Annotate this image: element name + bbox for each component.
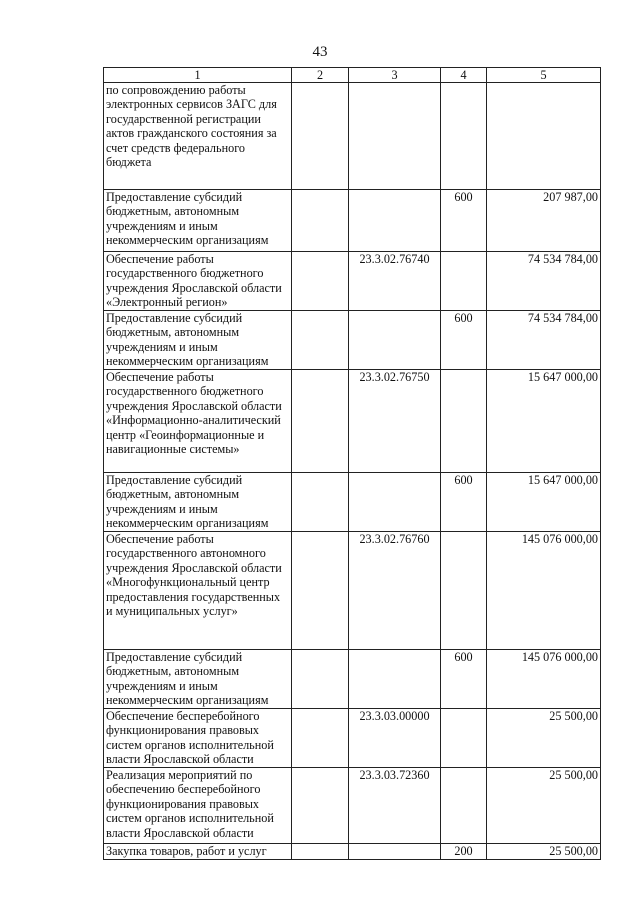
row-name: Предоставление субсидий бюджетным, автономным учреждениям и иным некоммерческим организациям xyxy=(104,650,292,709)
row-vr xyxy=(441,709,487,768)
row-code xyxy=(349,844,441,860)
row-col2 xyxy=(292,650,349,709)
row-name: Предоставление субсидий бюджетным, автономным учреждениям и иным некоммерческим организациям xyxy=(104,190,292,252)
row-code xyxy=(349,311,441,370)
row-col2 xyxy=(292,252,349,311)
row-name: Обеспечение работы государственного бюджетного учреждения Ярославской области «Информационно-аналитический центр «Геоинформационные и навигационные системы» xyxy=(104,370,292,473)
row-amount: 145 076 000,00 xyxy=(487,650,601,709)
column-header: 3 xyxy=(349,68,441,83)
header-row xyxy=(104,68,601,83)
row-vr xyxy=(441,532,487,650)
row-vr: 600 xyxy=(441,311,487,370)
table-row xyxy=(104,844,601,860)
row-amount: 74 534 784,00 xyxy=(487,252,601,311)
table-row xyxy=(104,650,601,709)
budget-table xyxy=(103,67,601,860)
table-row xyxy=(104,190,601,252)
row-col2 xyxy=(292,473,349,532)
row-vr: 200 xyxy=(441,844,487,860)
column-header: 1 xyxy=(104,68,292,83)
row-col2 xyxy=(292,311,349,370)
table-row xyxy=(104,370,601,473)
column-header: 4 xyxy=(441,68,487,83)
row-code xyxy=(349,473,441,532)
row-name: Обеспечение бесперебойного функционирования правовых систем органов исполнительной власти Ярославской области xyxy=(104,709,292,768)
column-header: 5 xyxy=(487,68,601,83)
table-row xyxy=(104,709,601,768)
row-col2 xyxy=(292,370,349,473)
row-name: Обеспечение работы государственного автономного учреждения Ярославской области «Многофункциональный центр предоставления государственных и муниципальных услуг» xyxy=(104,532,292,650)
row-amount: 74 534 784,00 xyxy=(487,311,601,370)
row-code xyxy=(349,83,441,190)
row-code: 23.3.02.76740 xyxy=(349,252,441,311)
row-name: Закупка товаров, работ и услуг xyxy=(104,844,292,860)
row-name: Предоставление субсидий бюджетным, автономным учреждениям и иным некоммерческим организациям xyxy=(104,473,292,532)
table-row xyxy=(104,532,601,650)
row-col2 xyxy=(292,709,349,768)
row-col2 xyxy=(292,190,349,252)
row-col2 xyxy=(292,83,349,190)
row-code xyxy=(349,650,441,709)
row-col2 xyxy=(292,844,349,860)
row-amount xyxy=(487,83,601,190)
row-code xyxy=(349,190,441,252)
row-name: Обеспечение работы государственного бюджетного учреждения Ярославской области «Электронный регион» xyxy=(104,252,292,311)
row-vr xyxy=(441,252,487,311)
row-name: Предоставление субсидий бюджетным, автономным учреждениям и иным некоммерческим организациям xyxy=(104,311,292,370)
row-code: 23.3.03.00000 xyxy=(349,709,441,768)
table-row xyxy=(104,768,601,844)
row-vr: 600 xyxy=(441,650,487,709)
table-row xyxy=(104,252,601,311)
row-amount: 145 076 000,00 xyxy=(487,532,601,650)
page-number: 43 xyxy=(312,44,328,60)
table-row xyxy=(104,83,601,190)
row-col2 xyxy=(292,532,349,650)
table-row xyxy=(104,473,601,532)
row-code: 23.3.03.72360 xyxy=(349,768,441,844)
row-vr xyxy=(441,83,487,190)
row-vr: 600 xyxy=(441,473,487,532)
row-amount: 25 500,00 xyxy=(487,844,601,860)
row-amount: 15 647 000,00 xyxy=(487,370,601,473)
row-amount: 15 647 000,00 xyxy=(487,473,601,532)
row-amount: 25 500,00 xyxy=(487,709,601,768)
row-code: 23.3.02.76760 xyxy=(349,532,441,650)
row-vr xyxy=(441,768,487,844)
row-col2 xyxy=(292,768,349,844)
row-name: по сопровождению работы электронных сервисов ЗАГС для государственной регистрации актов гражданского состояния за счет средств федерального бюджета xyxy=(104,83,292,190)
table-row xyxy=(104,311,601,370)
row-amount: 25 500,00 xyxy=(487,768,601,844)
column-header: 2 xyxy=(292,68,349,83)
row-name: Реализация мероприятий по обеспечению бесперебойного функционирования правовых систем органов исполнительной власти Ярославской области xyxy=(104,768,292,844)
row-vr: 600 xyxy=(441,190,487,252)
row-amount: 207 987,00 xyxy=(487,190,601,252)
row-vr xyxy=(441,370,487,473)
row-code: 23.3.02.76750 xyxy=(349,370,441,473)
